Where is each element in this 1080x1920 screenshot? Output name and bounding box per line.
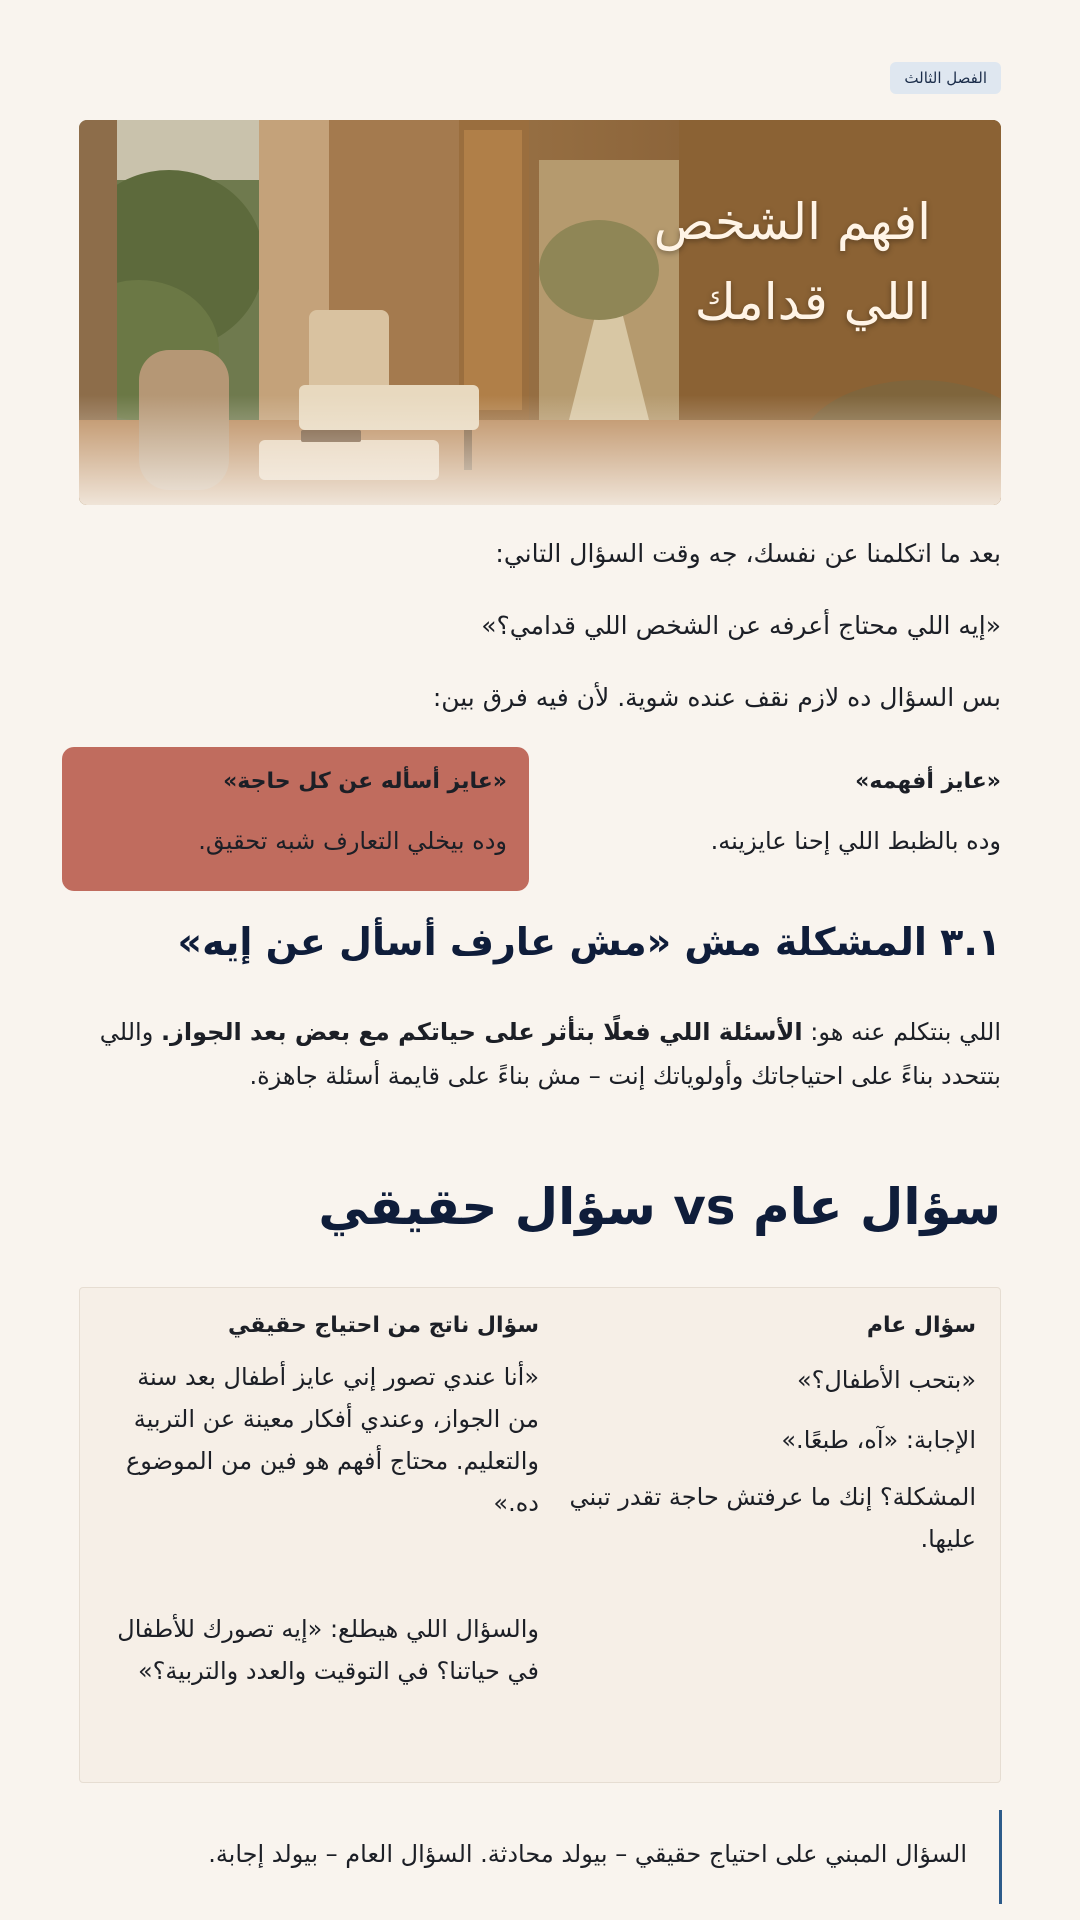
intro-paragraph-1: بعد ما اتكلمنا عن نفسك، جه وقت السؤال التاني:	[495, 539, 1001, 568]
interrogate-title: «عايز أسأله عن كل حاجة»	[223, 769, 507, 794]
section-paragraph-start: اللي بنتكلم عنه هو:	[802, 1018, 1001, 1046]
understand-column	[546, 747, 1001, 891]
closing-quote	[79, 1810, 1002, 1904]
comparison-table	[79, 1287, 1001, 1783]
hero-image	[79, 120, 1001, 505]
comparison-row	[62, 747, 1001, 891]
general-question-column	[541, 1288, 976, 1782]
section-paragraph	[79, 1010, 1001, 1098]
real-question-column	[104, 1288, 539, 1782]
hero-title-line2: اللي قدامك	[694, 273, 931, 331]
real-question-followup: والسؤال اللي هيطلع: «إيه تصورك للأطفال في حياتنا؟ في التوقيت والعدد والتربية؟»	[117, 1615, 539, 1685]
understand-body: وده بالظبط اللي إحنا عايزينه.	[710, 827, 1001, 855]
hero-title	[411, 182, 931, 342]
section-paragraph-bold: الأسئلة اللي فعلًا بتأثر على حياتكم مع بعض بعد الجواز.	[160, 1018, 803, 1046]
real-question-example: «أنا عندي تصور إني عايز أطفال بعد سنة من الجواز، وعندي أفكار معينة عن التربية والتعليم. محتاج أفهم هو فين من الموضوع ده.»	[125, 1363, 539, 1517]
general-question-problem: المشكلة؟ إنك ما عرفتش حاجة تقدر تبني عليها.	[569, 1483, 976, 1553]
understand-title: «عايز أفهمه»	[855, 769, 1001, 794]
closing-quote-text: السؤال المبني على احتياج حقيقي – بيولد محادثة. السؤال العام – بيولد إجابة.	[208, 1840, 967, 1868]
real-question-head: سؤال ناتج من احتياج حقيقي	[228, 1313, 539, 1338]
section-heading: ٣.١ المشكلة مش «مش عارف أسأل عن إيه»	[177, 920, 1001, 964]
comparison-heading: سؤال عام vs سؤال حقيقي	[318, 1178, 1001, 1236]
chapter-badge: الفصل الثالث	[890, 62, 1001, 94]
intro-paragraph-2: «إيه اللي محتاج أعرفه عن الشخص اللي قدامي؟»	[481, 611, 1001, 640]
hero-fade	[79, 395, 1001, 505]
intro-paragraph-3: بس السؤال ده لازم نقف عنده شوية. لأن فيه فرق بين:	[432, 683, 1001, 712]
interrogate-body: وده بيخلي التعارف شبه تحقيق.	[198, 827, 507, 855]
general-question-answer: الإجابة: «آه، طبعًا.»	[781, 1426, 976, 1454]
interrogate-card	[62, 747, 529, 891]
general-question-example: «بتحب الأطفال؟»	[796, 1366, 976, 1394]
general-question-head: سؤال عام	[866, 1313, 976, 1338]
hero-title-line1: افهم الشخص	[653, 193, 931, 251]
section-paragraph-end: واللي بتتحدد بناءً على احتياجاتك وأولوياتك إنت – مش بناءً على قايمة أسئلة جاهزة.	[99, 1018, 1001, 1090]
